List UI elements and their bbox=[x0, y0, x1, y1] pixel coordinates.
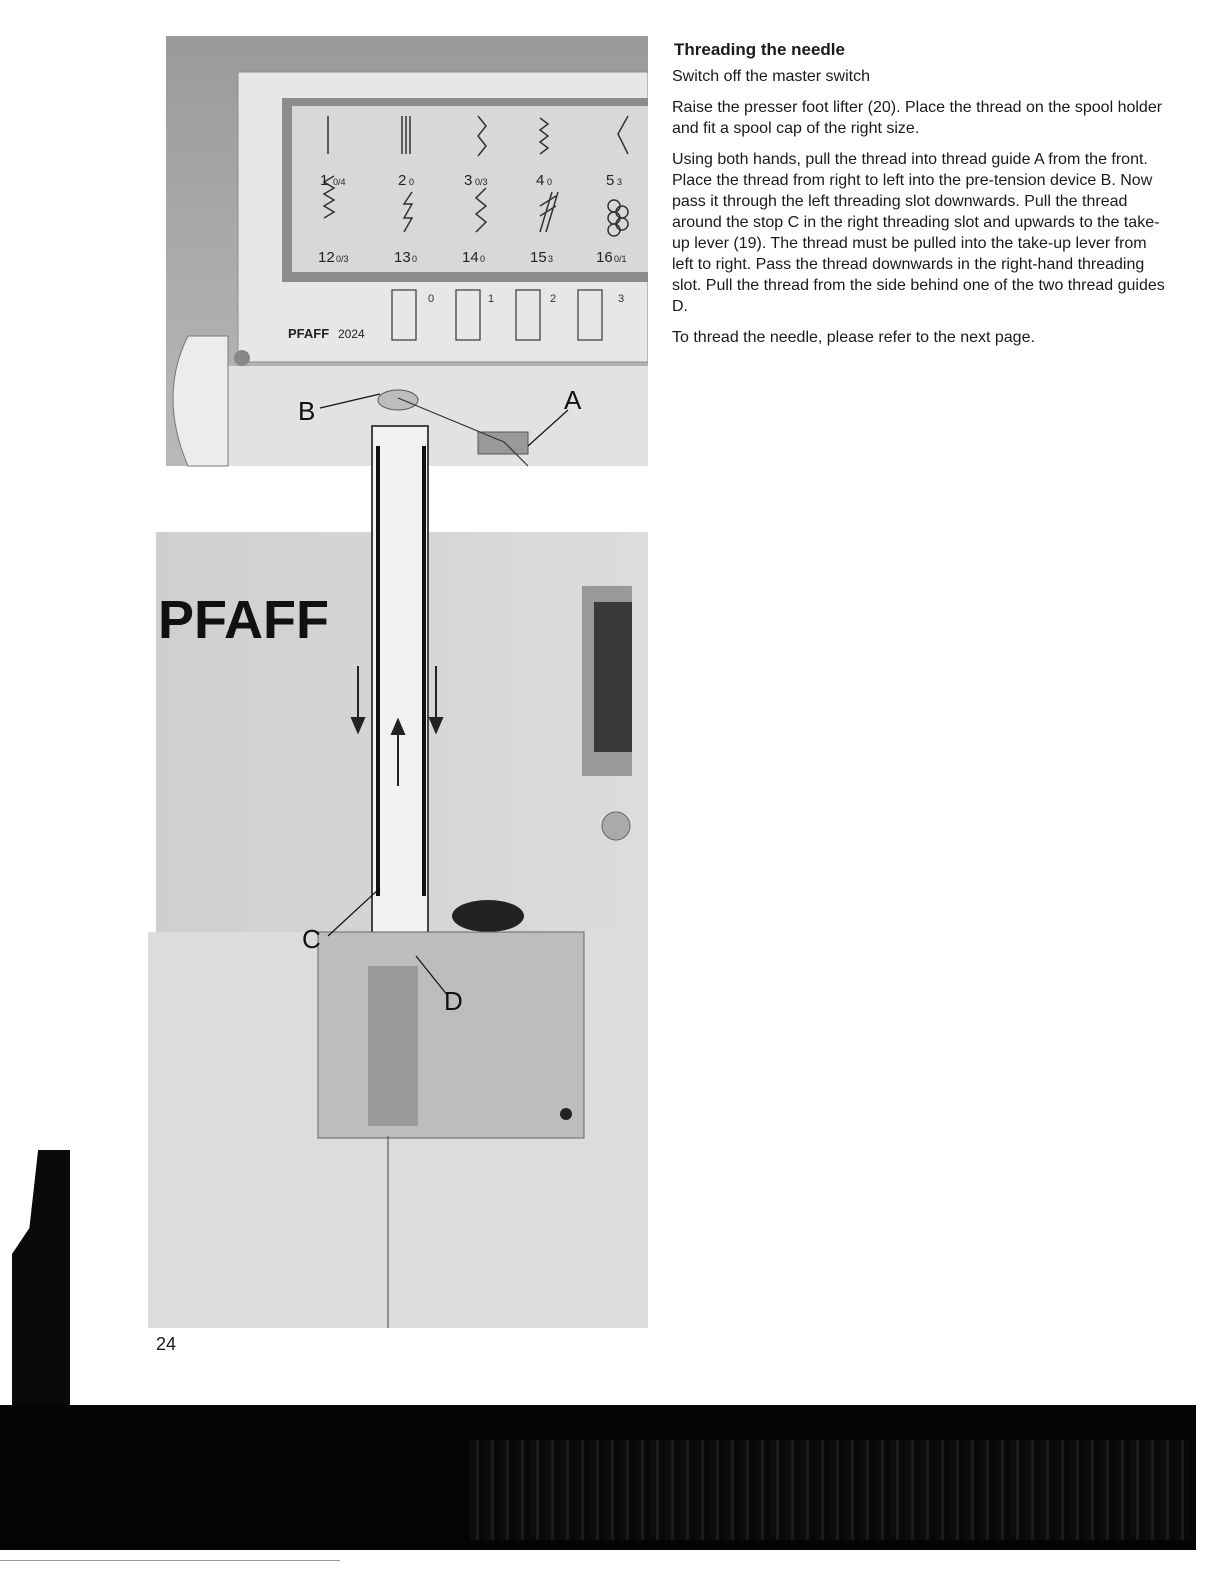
stitch-number: 4 bbox=[536, 172, 545, 189]
foot-number: 2 bbox=[550, 293, 557, 305]
callout-b: B bbox=[298, 396, 316, 426]
plate-screw bbox=[560, 1108, 572, 1120]
stitch-setting: 3 bbox=[548, 254, 554, 264]
stitch-number: 12 bbox=[318, 249, 335, 266]
page-number: 24 bbox=[156, 1334, 177, 1354]
machine-display-screen bbox=[594, 602, 632, 752]
instruction-paragraph: Switch off the master switch bbox=[672, 68, 870, 85]
stitch-setting: 0/1 bbox=[614, 254, 627, 264]
stitch-setting: 0/3 bbox=[475, 177, 488, 187]
stitch-number: 2 bbox=[398, 172, 407, 189]
foot-number: 1 bbox=[488, 293, 495, 305]
stitch-setting: 0 bbox=[409, 177, 415, 187]
needle-plate bbox=[318, 932, 584, 1138]
thread-guide-a bbox=[478, 432, 528, 454]
foot-number: 3 bbox=[618, 293, 625, 305]
stitch-setting: 3 bbox=[617, 177, 623, 187]
stitch-number: 16 bbox=[596, 249, 613, 266]
pretension-device-b bbox=[378, 390, 418, 410]
scan-line bbox=[0, 1560, 340, 1561]
stitch-number: 15 bbox=[530, 249, 547, 266]
foot-number: 0 bbox=[428, 293, 435, 305]
sewing-machine-photo bbox=[148, 36, 648, 1328]
instruction-paragraph: Raise the presser foot lifter (20). Place the thread on the spool holder and fit a spool cap of the right size. bbox=[672, 99, 1163, 137]
needle-stop-button bbox=[452, 900, 524, 932]
stitch-setting: 0/4 bbox=[333, 177, 346, 187]
scan-noise bbox=[470, 1440, 1190, 1540]
instructions-text bbox=[668, 40, 1168, 358]
stitch-setting: 0 bbox=[547, 177, 553, 187]
section-heading: Threading the needle bbox=[674, 40, 845, 59]
page-right-margin bbox=[1196, 0, 1224, 1584]
stitch-number: 1 bbox=[320, 172, 329, 189]
stitch-number: 14 bbox=[462, 249, 479, 266]
panel-brand-logo: PFAFF bbox=[288, 326, 330, 341]
stitch-setting: 0 bbox=[480, 254, 486, 264]
panel-model-number: 2024 bbox=[338, 327, 365, 341]
threading-slot-cover bbox=[372, 426, 428, 946]
callout-c: C bbox=[302, 924, 321, 954]
stitch-setting: 0 bbox=[412, 254, 418, 264]
callout-a: A bbox=[564, 385, 582, 415]
control-knob bbox=[602, 812, 630, 840]
body-brand-logo: PFAFF bbox=[158, 590, 329, 650]
instruction-paragraph: Using both hands, pull the thread into thread guide A from the front. Place the thread from right to left into the pre-tension device B. Now pass it through the left threading slot downwards. Pull the thread around the stop C in the right threading slot and upwards to the take-up lever (19). The thread must be pulled into the take-up lever from left to right. Pass the thread downwards in the right-hand threading slot. Pull the thread from the side behind one of the two thread guides D. bbox=[672, 151, 1165, 315]
stitch-panel-screen bbox=[292, 106, 648, 272]
callout-d: D bbox=[444, 986, 463, 1016]
screw bbox=[234, 350, 250, 366]
stitch-setting: 0/3 bbox=[336, 254, 349, 264]
stitch-number: 3 bbox=[464, 172, 473, 189]
spool-pin-cap bbox=[173, 336, 228, 466]
stitch-number: 13 bbox=[394, 249, 411, 266]
stitch-number: 5 bbox=[606, 172, 615, 189]
presser-foot bbox=[368, 966, 418, 1126]
instruction-paragraph: To thread the needle, please refer to the next page. bbox=[672, 329, 1035, 346]
